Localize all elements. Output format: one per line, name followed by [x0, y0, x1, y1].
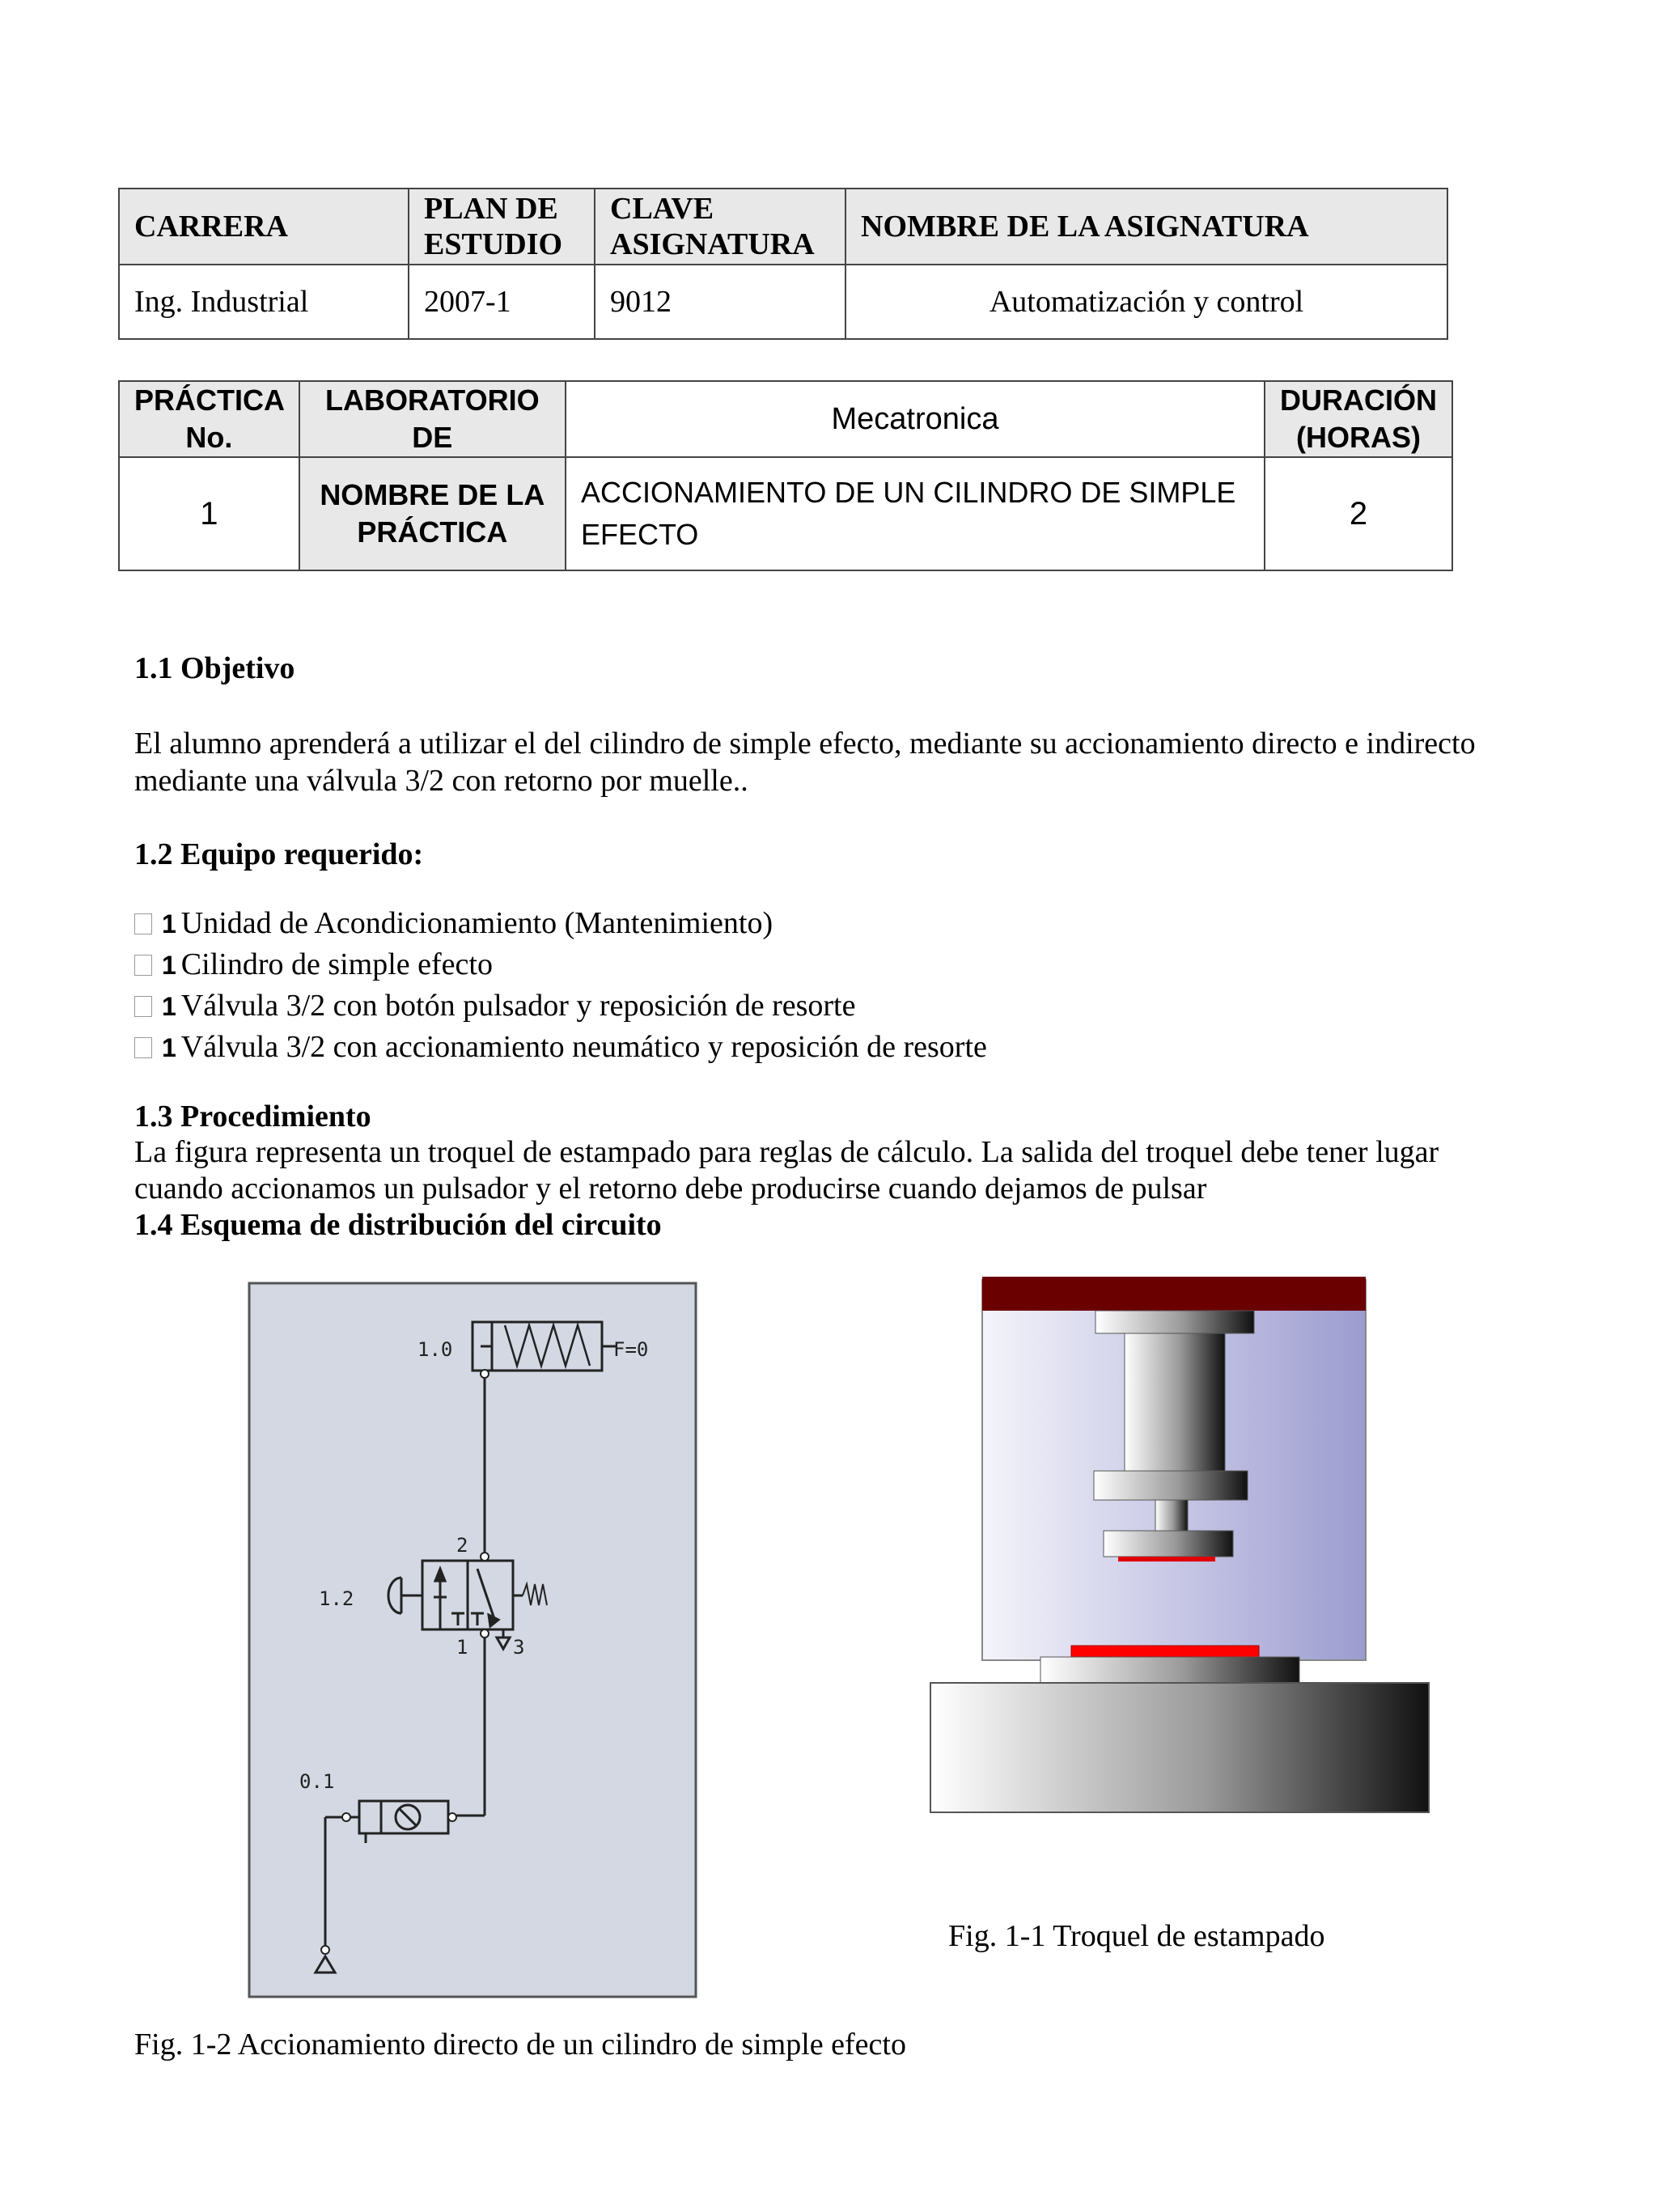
- pneumatic-circuit-diagram: [248, 1282, 697, 1998]
- esquema-heading: 1.4 Esquema de distribución del circuito: [134, 1208, 662, 1242]
- value-nombre-asignatura: Automatización y control: [845, 265, 1447, 339]
- equipo-heading: 1.2 Equipo requerido:: [134, 837, 424, 871]
- header-nombre-asignatura: NOMBRE DE LA ASIGNATURA: [845, 189, 1447, 265]
- procedimiento-heading: 1.3 Procedimiento: [134, 1100, 371, 1134]
- practica-no-value: 1: [119, 457, 299, 570]
- list-item: 1 Unidad de Acondicionamiento (Mantenimiento): [134, 903, 987, 944]
- header-clave-asignatura: CLAVE ASIGNATURA: [595, 189, 845, 265]
- figure-1-2-caption: Fig. 1-2 Accionamiento directo de un cilindro de simple efecto: [134, 2028, 906, 2062]
- bullet-box-icon: [134, 996, 152, 1017]
- service-unit-label: 0.1: [299, 1770, 335, 1793]
- equipo-list: [134, 903, 987, 1068]
- bullet-box-icon: [134, 913, 152, 934]
- valve-label: 1.2: [319, 1587, 354, 1610]
- practica-no-label: PRÁCTICA No.: [119, 381, 299, 457]
- list-item: 1 Cilindro de simple efecto: [134, 944, 987, 985]
- laboratorio-value: Mecatronica: [566, 381, 1265, 457]
- objetivo-heading: 1.1 Objetivo: [134, 651, 295, 685]
- procedimiento-text: La figura representa un troquel de estampado para reglas de cálculo. La salida del troquel debe tener lugar cuando accionamos un pulsador y el retorno debe producirse cuando dejamos de pulsar: [134, 1135, 1439, 1206]
- bullet-box-icon: [134, 1037, 152, 1058]
- stamping-press-illustration: [927, 1277, 1439, 1835]
- duracion-value: 2: [1265, 457, 1452, 570]
- course-info-table: [118, 188, 1448, 340]
- list-item: 1 Válvula 3/2 con accionamiento neumático y reposición de resorte: [134, 1027, 987, 1068]
- header-plan-estudio: PLAN DE ESTUDIO: [409, 189, 595, 265]
- practice-info-table: [118, 380, 1453, 571]
- figure-1-1-caption: Fig. 1-1 Troquel de estampado: [948, 1919, 1325, 1953]
- bullet-box-icon: [134, 955, 152, 976]
- list-item: 1 Válvula 3/2 con botón pulsador y reposición de resorte: [134, 985, 987, 1027]
- value-clave-asignatura: 9012: [595, 265, 845, 339]
- value-plan-estudio: 2007-1: [409, 265, 595, 339]
- header-carrera: CARRERA: [119, 189, 409, 265]
- port-1-label: 1: [456, 1636, 468, 1659]
- duracion-label: DURACIÓN (HORAS): [1265, 381, 1452, 457]
- port-2-label: 2: [456, 1534, 468, 1557]
- nombre-practica-value: ACCIONAMIENTO DE UN CILINDRO DE SIMPLE EFECTO: [566, 457, 1265, 570]
- laboratorio-label: LABORATORIO DE: [299, 381, 566, 457]
- cylinder-label: 1.0: [417, 1338, 453, 1361]
- value-carrera: Ing. Industrial: [119, 265, 409, 339]
- force-label: F=0: [613, 1338, 649, 1361]
- objetivo-text: El alumno aprenderá a utilizar el del cilindro de simple efecto, mediante su accionamiento directo e indirecto mediante una válvula 3/2 con retorno por muelle..: [134, 727, 1476, 798]
- nombre-practica-label: NOMBRE DE LA PRÁCTICA: [299, 457, 566, 570]
- port-3-label: 3: [513, 1636, 525, 1659]
